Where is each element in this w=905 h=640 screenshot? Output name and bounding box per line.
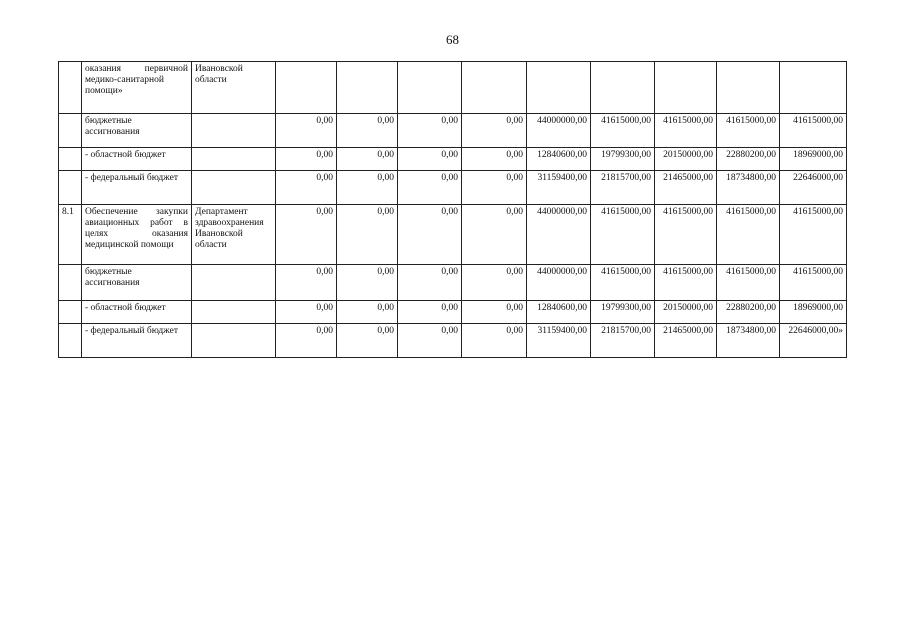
- value-cell: 0,00: [337, 324, 398, 358]
- value-cell: 0,00: [462, 114, 527, 148]
- value-cell: 0,00: [398, 324, 462, 358]
- value-cell: 12840600,00: [527, 148, 591, 171]
- executor-cell: Департамент здравоохранения Ивановской области: [192, 205, 276, 265]
- row-number-cell: 8.1: [59, 205, 82, 265]
- executor-cell: [192, 324, 276, 358]
- page-number: 68: [446, 32, 459, 47]
- value-cell: 18734800,00: [717, 324, 780, 358]
- value-cell: 18969000,00: [780, 148, 847, 171]
- value-cell: 0,00: [398, 148, 462, 171]
- value-cell: 0,00: [337, 265, 398, 301]
- row-number-cell: [59, 324, 82, 358]
- value-cell: [655, 62, 717, 114]
- row-number-cell: [59, 114, 82, 148]
- value-cell: 0,00: [337, 171, 398, 205]
- table-row: [59, 171, 847, 205]
- row-number-cell: [59, 62, 82, 114]
- value-cell: 0,00: [462, 324, 527, 358]
- value-cell: 41615000,00: [655, 114, 717, 148]
- value-cell: [717, 62, 780, 114]
- value-cell: 0,00: [398, 301, 462, 324]
- value-cell: 31159400,00: [527, 324, 591, 358]
- value-cell: 0,00: [398, 265, 462, 301]
- value-cell: 19799300,00: [591, 148, 655, 171]
- value-cell: 41615000,00: [655, 205, 717, 265]
- item-name-cell: бюджетные ассигнования: [82, 114, 192, 148]
- value-cell: 21815700,00: [591, 324, 655, 358]
- value-cell: 22646000,00: [780, 171, 847, 205]
- value-cell: 20150000,00: [655, 148, 717, 171]
- row-number-cell: [59, 265, 82, 301]
- table-row: [59, 205, 847, 265]
- row-number-cell: [59, 148, 82, 171]
- value-cell: [337, 62, 398, 114]
- item-name-cell: Обеспечение закупки авиационных работ в целях оказания медицинской помощи: [82, 205, 192, 265]
- table-row: [59, 324, 847, 358]
- value-cell: [276, 62, 337, 114]
- value-cell: [527, 62, 591, 114]
- table-row: [59, 148, 847, 171]
- value-cell: 0,00: [276, 171, 337, 205]
- table-body: [59, 62, 847, 358]
- value-cell: 22646000,00»: [780, 324, 847, 358]
- budget-table: [58, 61, 847, 358]
- value-cell: 21465000,00: [655, 171, 717, 205]
- value-cell: 41615000,00: [780, 265, 847, 301]
- value-cell: 0,00: [398, 205, 462, 265]
- value-cell: 0,00: [337, 205, 398, 265]
- value-cell: 0,00: [276, 301, 337, 324]
- value-cell: 0,00: [462, 171, 527, 205]
- value-cell: 44000000,00: [527, 114, 591, 148]
- executor-cell: [192, 171, 276, 205]
- value-cell: 0,00: [276, 265, 337, 301]
- value-cell: 0,00: [398, 114, 462, 148]
- value-cell: 41615000,00: [655, 265, 717, 301]
- value-cell: 41615000,00: [780, 205, 847, 265]
- row-number-cell: [59, 301, 82, 324]
- executor-cell: [192, 265, 276, 301]
- value-cell: 41615000,00: [591, 265, 655, 301]
- value-cell: 31159400,00: [527, 171, 591, 205]
- value-cell: 19799300,00: [591, 301, 655, 324]
- value-cell: [780, 62, 847, 114]
- table-row: [59, 265, 847, 301]
- value-cell: 0,00: [276, 148, 337, 171]
- value-cell: 20150000,00: [655, 301, 717, 324]
- value-cell: [591, 62, 655, 114]
- value-cell: 12840600,00: [527, 301, 591, 324]
- executor-cell: [192, 301, 276, 324]
- item-name-cell: - областной бюджет: [82, 148, 192, 171]
- executor-cell: [192, 148, 276, 171]
- value-cell: 41615000,00: [780, 114, 847, 148]
- value-cell: 21465000,00: [655, 324, 717, 358]
- value-cell: 0,00: [462, 205, 527, 265]
- item-name-cell: - областной бюджет: [82, 301, 192, 324]
- value-cell: 0,00: [398, 171, 462, 205]
- value-cell: 41615000,00: [717, 265, 780, 301]
- value-cell: 41615000,00: [591, 205, 655, 265]
- table-row: [59, 301, 847, 324]
- value-cell: 0,00: [462, 265, 527, 301]
- executor-cell: Ивановской области: [192, 62, 276, 114]
- table-row: [59, 114, 847, 148]
- value-cell: 18969000,00: [780, 301, 847, 324]
- executor-cell: [192, 114, 276, 148]
- value-cell: 22880200,00: [717, 148, 780, 171]
- item-name-cell: - федеральный бюджет: [82, 171, 192, 205]
- value-cell: 0,00: [337, 301, 398, 324]
- value-cell: [462, 62, 527, 114]
- table-row: [59, 62, 847, 114]
- value-cell: 41615000,00: [717, 114, 780, 148]
- item-name-cell: бюджетные ассигнования: [82, 265, 192, 301]
- value-cell: 0,00: [337, 114, 398, 148]
- value-cell: 0,00: [276, 114, 337, 148]
- item-name-cell: - федеральный бюджет: [82, 324, 192, 358]
- value-cell: 44000000,00: [527, 205, 591, 265]
- value-cell: 0,00: [462, 148, 527, 171]
- row-number-cell: [59, 171, 82, 205]
- value-cell: [398, 62, 462, 114]
- value-cell: 18734800,00: [717, 171, 780, 205]
- value-cell: 0,00: [276, 324, 337, 358]
- value-cell: 22880200,00: [717, 301, 780, 324]
- value-cell: 0,00: [276, 205, 337, 265]
- value-cell: 44000000,00: [527, 265, 591, 301]
- value-cell: 21815700,00: [591, 171, 655, 205]
- value-cell: 41615000,00: [717, 205, 780, 265]
- item-name-cell: оказания первичной медико-санитарной помощи»: [82, 62, 192, 114]
- value-cell: 0,00: [337, 148, 398, 171]
- value-cell: 0,00: [462, 301, 527, 324]
- value-cell: 41615000,00: [591, 114, 655, 148]
